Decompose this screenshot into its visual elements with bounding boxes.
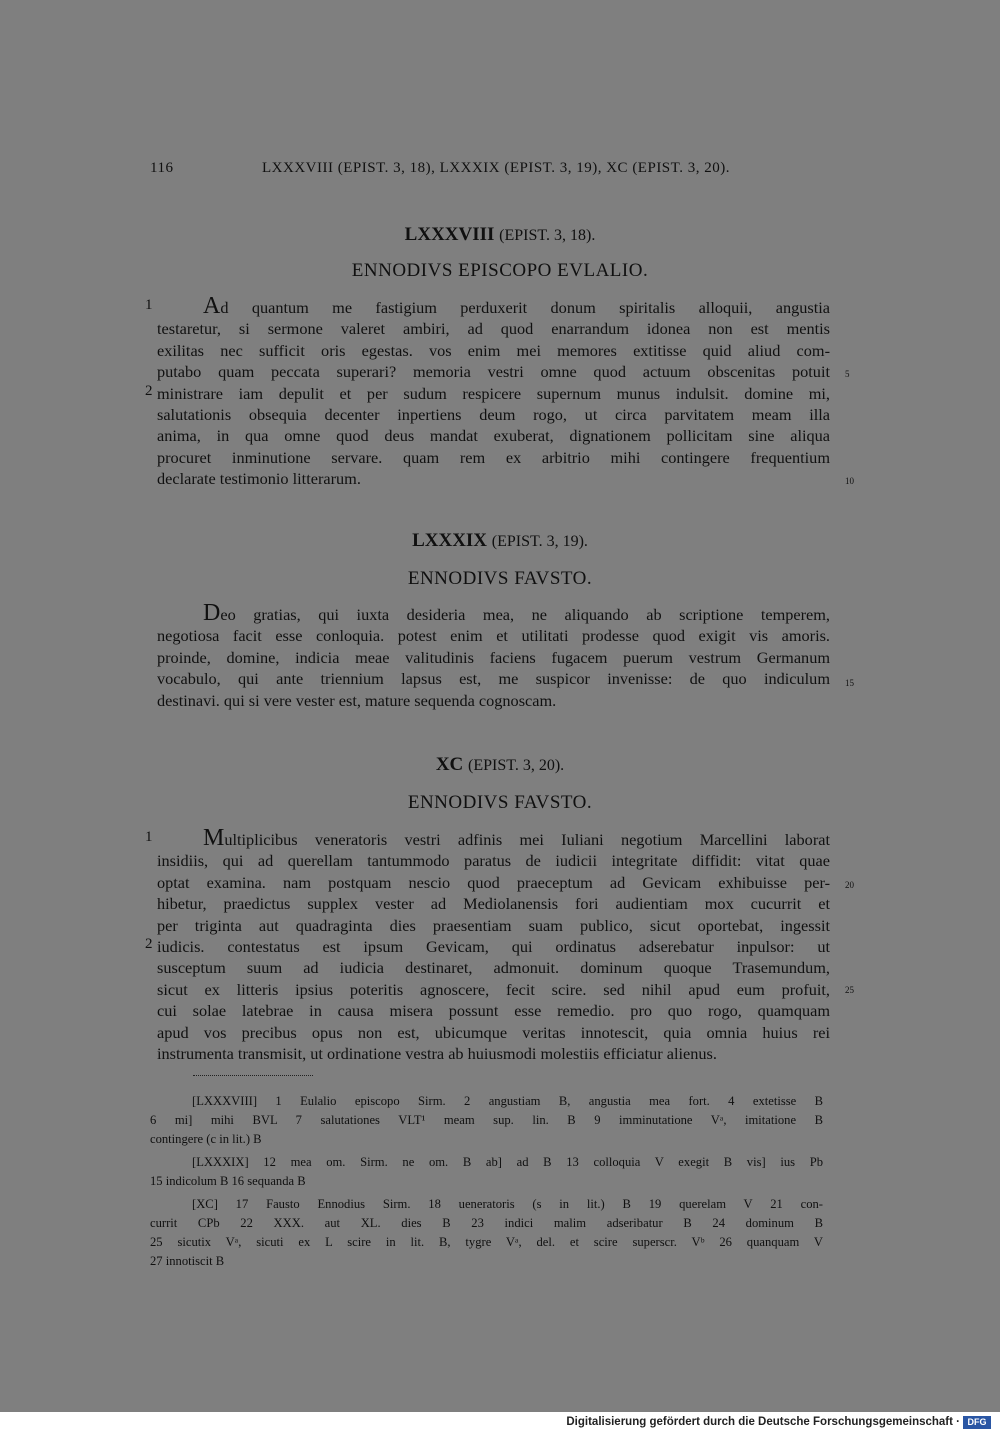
drop-cap: M (203, 825, 225, 851)
text-line: putabo quam peccata superari? memoria vestri omne quod actuum obscenitas potuit (157, 362, 830, 382)
text-line: sicut ex litteris ipsius poteritis agnoscere, fecit scire. sed nihil apud eum profuit, (157, 979, 830, 999)
text-line: optat examina. nam postquam nescio quod praeceptum ad Gevicam exhibuisse per- (157, 872, 830, 892)
text-line: insidiis, qui ad querellam tantummodo paratus de iudicii integritate diffidit: vitat quae (157, 851, 830, 871)
text-line: declarate testimonio litterarum. (157, 469, 361, 489)
text-line: Multiplicibus veneratoris vestri adfinis mei Iuliani negotium Marcellini laborat (203, 825, 830, 851)
text-line: procuret inminutione servare. quam rem ex arbitrio mihi contingere frequentium (157, 447, 830, 467)
apparatus-line: 27 innotiscit B (150, 1254, 225, 1268)
apparatus-line: currit CPb 22 XXX. aut XL. dies B 23 indici malim adseribatur B 24 dominum B (150, 1216, 823, 1230)
letter-title: XC (EPIST. 3, 20). (435, 754, 565, 775)
apparatus-line: 15 indicolum B 16 sequanda B (150, 1174, 306, 1188)
apparatus-block (150, 1092, 823, 1149)
letter-epist-ref: (EPIST. 3, 18). (499, 227, 596, 244)
line-number: 10 (845, 476, 854, 486)
section-number: 2 (145, 936, 153, 952)
text-line: Deo gratias, qui iuxta desideria mea, ne aliquando ab scriptione temperem, (203, 600, 830, 626)
text-line: exilitas nec sufficit oris egestas. vos enim mei memores extitisse quid aliud com- (157, 340, 830, 360)
text-line: proinde, domine, indicia meae valitudinis faciens fugacem puerum vestrum Germanum (157, 647, 830, 667)
footnote-rule (193, 1075, 313, 1076)
letter-body (157, 293, 830, 490)
apparatus-line: 25 sicutix Vᵃ, sicuti ex L scire in lit. B, tygre Vᵃ, del. et scire superscr. Vᵇ 26 quanquam V (150, 1235, 823, 1249)
letter-address: ENNODIVS FAVSTO. (407, 568, 593, 589)
running-title: LXXXVIII (EPIST. 3, 18), LXXXIX (EPIST. 3, 19), XC (EPIST. 3, 20). (262, 160, 730, 176)
apparatus-block (150, 1195, 823, 1271)
text-line: negotiosa facit esse conloquia. potest enim et utilitati prodesse quod exigit vis amoris. (157, 626, 830, 646)
letter-title: LXXXVIII (EPIST. 3, 18). (404, 224, 596, 245)
text-line: destinavi. qui si vere vester est, mature sequenda cognoscam. (157, 690, 557, 710)
text-line: iudicis. contestatus est ipsum Gevicam, qui ordinatus adserebatur inpulsor: ut (157, 936, 830, 956)
funding-note: Digitalisierung gefördert durch die Deutsche Forschungsgemeinschaft · (566, 1416, 960, 1428)
letter-body (157, 825, 830, 1064)
line-number: 15 (845, 678, 854, 688)
text-line: instrumenta transmisit, ut ordinatione vestra ab huiusmodi molestiis efficiatur alienus. (157, 1043, 717, 1063)
text-line: ministrare iam depulit et per sudum respicere supernum munus indulsit. domine mi, (157, 383, 830, 403)
apparatus-line: [XC] 17 Fausto Ennodius Sirm. 18 ueneratoris (s in lit.) B 19 querelam V 21 con- (192, 1197, 823, 1211)
digitization-footer (0, 1412, 1000, 1434)
text-line: testaretur, si sermone valeret ambiri, ad quod enarrandum idonea non est mentis (157, 319, 830, 339)
text-line: hibetur, praedictus supplex vester ad Mediolanensis fori audientiam mox cucurrit et (157, 894, 830, 914)
section-number: 1 (145, 829, 153, 845)
page-number: 116 (150, 160, 174, 176)
section-number: 2 (145, 383, 153, 399)
letter-address: ENNODIVS FAVSTO. (407, 792, 593, 813)
line-number: 5 (845, 369, 850, 379)
text-line: anima, in qua omne quod deus mandat exuberat, dignationem pollicitam sine aliqua (157, 426, 830, 446)
line-number: 20 (845, 880, 854, 890)
critical-apparatus (150, 1092, 823, 1275)
drop-cap: A (203, 293, 221, 319)
text-line: susceptum suum ad iudicia destinaret, admonuit. dominum quoque Trasemundum, (157, 958, 830, 978)
letter-address: ENNODIVS EPISCOPO EVLALIO. (351, 260, 649, 281)
text-line: apud vos precibus opus non est, ubicumque veritas innotescit, quia omnia huius rei (157, 1022, 830, 1042)
text-line: Ad quantum me fastigium perduxerit donum spiritalis alloquii, angustia (203, 293, 830, 319)
text-line: salutationis obsequia decenter inpertiens deum rogo, ut circa parvitatem meam illa (157, 404, 830, 424)
letter-epist-ref: (EPIST. 3, 20). (468, 757, 565, 774)
letter-epist-ref: (EPIST. 3, 19). (491, 533, 588, 550)
text-line: cui solae latebrae in causa misera possunt esse remedio. pro quo rogo, quamquam (157, 1001, 830, 1021)
text-line: vocabulo, qui ante triennium lapsus est, me suspicor invenisse: de quo indiculum (157, 669, 830, 689)
apparatus-line: contingere (c in lit.) B (150, 1132, 262, 1146)
apparatus-line: [LXXXVIII] 1 Eulalio episcopo Sirm. 2 angustiam B, angustia mea fort. 4 extetisse B (192, 1094, 823, 1108)
letter-title: LXXXIX (EPIST. 3, 19). (412, 530, 588, 551)
section-number: 1 (145, 297, 153, 313)
drop-cap: D (203, 600, 221, 626)
apparatus-block (150, 1153, 823, 1191)
apparatus-line: 6 mi] mihi BVL 7 salutationes VLT¹ meam sup. lin. B 9 imminutatione Vᵃ, imitatione B (150, 1113, 823, 1127)
line-number: 25 (845, 985, 854, 995)
text-line: per triginta aut quadraginta dies praesentiam suam publico, sicut oportebat, ingessit (157, 915, 830, 935)
letter-body (157, 600, 830, 711)
dfg-logo: DFG (963, 1416, 991, 1429)
apparatus-line: [LXXXIX] 12 mea om. Sirm. ne om. B ab] ad B 13 colloquia V exegit B vis] ius Pb (192, 1155, 823, 1169)
